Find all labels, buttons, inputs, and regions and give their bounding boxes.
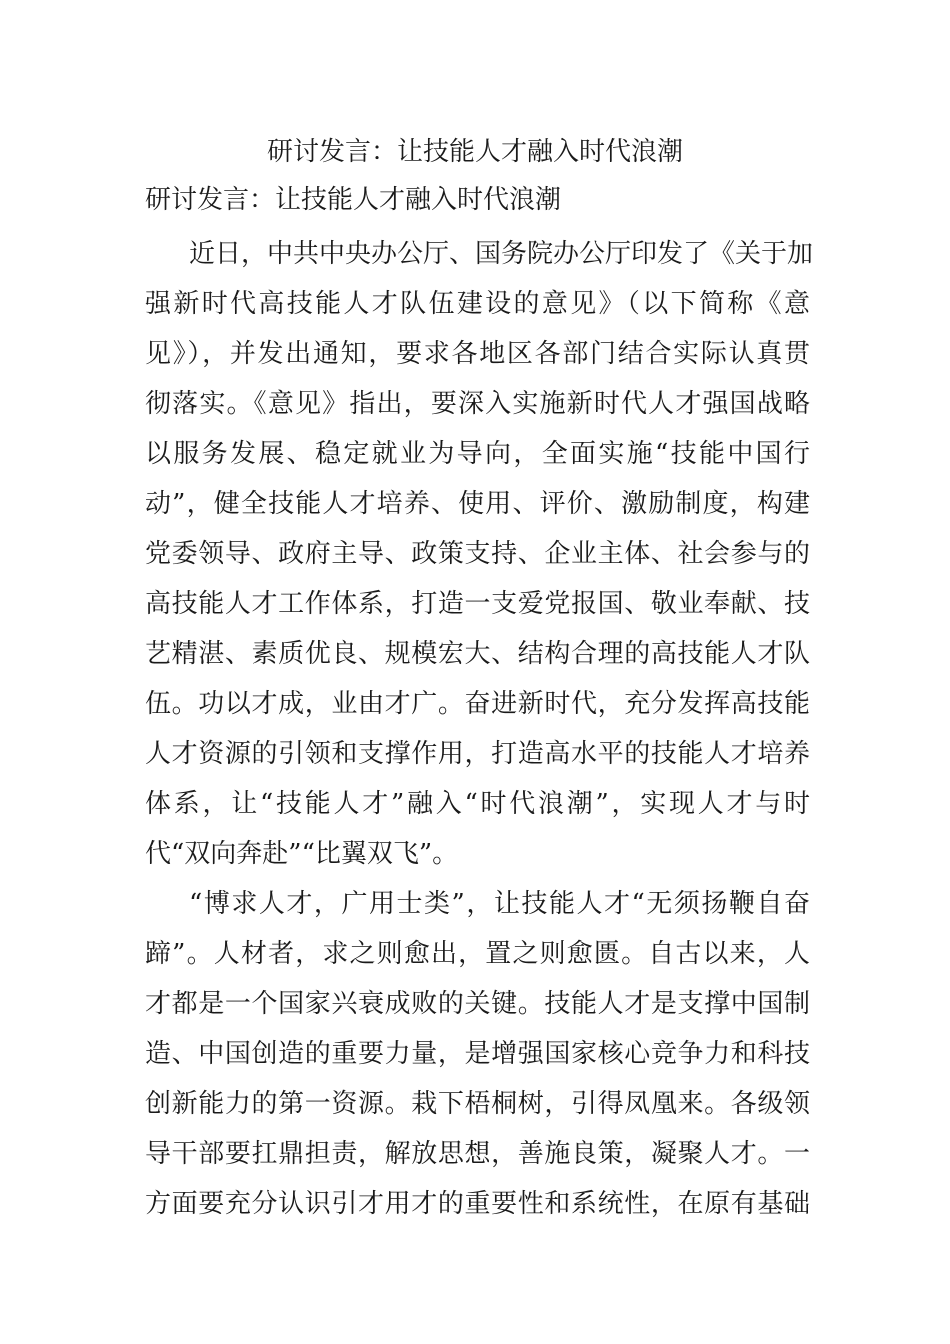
body-line: 蹄”。人材者，求之则愈出，置之则愈匮。自古以来，人 [145,939,810,969]
body-line: 体系，让“技能人才”融入“时代浪潮”，实现人才与时 [145,789,810,819]
body-line: 艺精湛、素质优良、规模宏大、结构合理的高技能人才队 [145,639,810,669]
body-line: 人才资源的引领和支撑作用，打造高水平的技能人才培养 [145,739,810,769]
body-line: 动”，健全技能人才培养、使用、评价、激励制度，构建 [145,489,810,519]
body-line: 造、中国创造的重要力量，是增强国家核心竞争力和科技 [145,1039,810,1069]
body-line: 近日，中共中央办公厅、国务院办公厅印发了《关于加 [189,239,814,269]
body-line: 代“双向奔赴”“比翼双飞”。 [145,839,459,869]
body-line: 强新时代高技能人才队伍建设的意见》（以下简称《意 [145,289,810,319]
body-line: 高技能人才工作体系，打造一支爱党报国、敬业奉献、技 [145,589,810,619]
body-line: 伍。功以才成，业由才广。奋进新时代，充分发挥高技能 [145,689,810,719]
body-line: 彻落实。《意见》指出，要深入实施新时代人才强国战略 [145,389,810,419]
body-line: 才都是一个国家兴衰成败的关键。技能人才是支撑中国制 [145,989,810,1019]
body-line: 以服务发展、稳定就业为导向，全面实施“技能中国行 [145,439,810,469]
body-line: 创新能力的第一资源。栽下梧桐树，引得凤凰来。各级领 [145,1089,810,1119]
body-line: 导干部要扛鼎担责，解放思想，善施良策，凝聚人才。一 [145,1139,810,1169]
body-line: “博求人才，广用士类”，让技能人才“无须扬鞭自奋 [189,889,810,919]
document-subtitle: 研讨发言：让技能人才融入时代浪潮 [145,185,562,215]
document-title: 研讨发言：让技能人才融入时代浪潮 [266,137,683,167]
body-line: 见》），并发出通知，要求各地区各部门结合实际认真贯 [145,339,810,369]
body-line: 党委领导、政府主导、政策支持、企业主体、社会参与的 [145,539,810,569]
document-body [145,229,814,1229]
body-line: 方面要充分认识引才用才的重要性和系统性，在原有基础 [145,1189,810,1219]
